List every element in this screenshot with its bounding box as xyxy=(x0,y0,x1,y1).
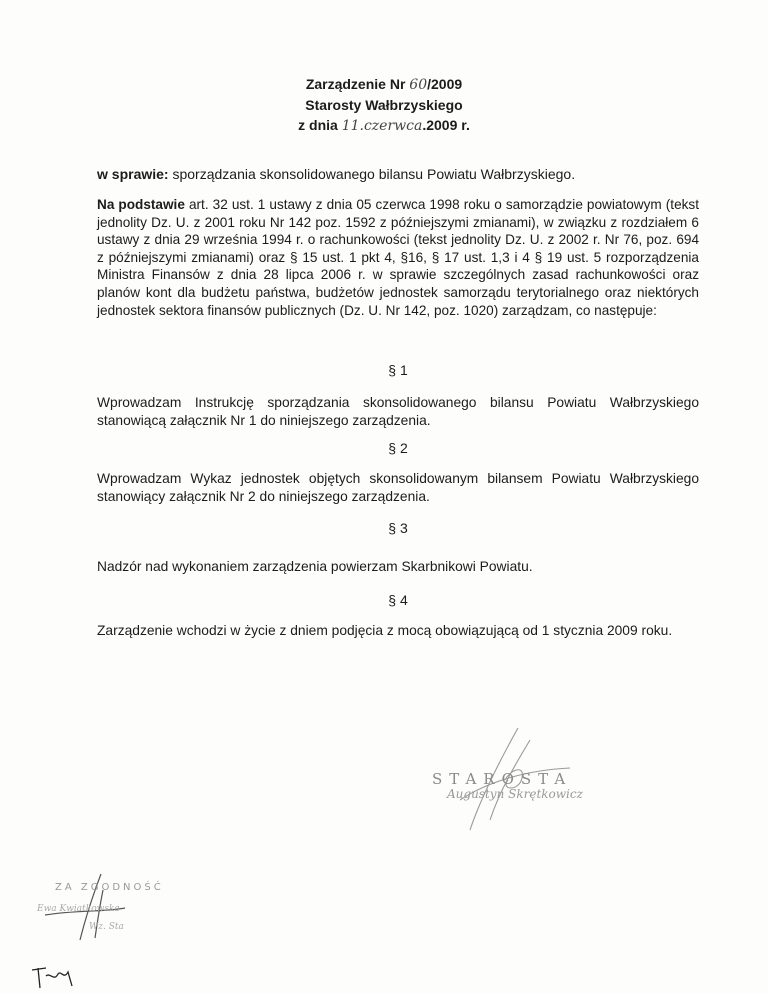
subject-label: w sprawie: xyxy=(97,166,169,182)
handwritten-initials xyxy=(28,962,78,992)
subject-line xyxy=(97,166,575,182)
section-mark-3: § 3 xyxy=(388,520,408,536)
issuer-line: Starosty Wałbrzyskiego xyxy=(305,97,463,113)
basis-text: art. 32 ust. 1 ustawy z dnia 05 czerwca 1998 roku o samorządzie powiatowym (tekst jednolity Dz. U. z 2001 roku Nr 142 poz. 1592 z późniejszymi zmianami), w związku z rozdziałem 6 ustawy z dnia 29 września 1994 r. o rachunkowości (tekst jednolity Dz. U. z 2002 r. Nr 76, poz. 694 z późniejszymi zmianami) oraz § 15 ust. 1 pkt 4, §16, § 17 ust. 1,3 i 4 § 19 ust. 5 rozporządzenia Ministra Finansów z dnia 28 lipca 2006 r. w sprawie szczególnych zasad rachunkowości oraz planów kont dla budżetu państwa, budżetów jednostek samorządu terytorialnego oraz niektórych jednostek sektora finansów publicznych (Dz. U. Nr 142, poz. 1020) zarządzam, co następuje: xyxy=(97,197,700,318)
certification-stamp-line1: ZA ZGODNOŚĆ xyxy=(55,882,164,893)
section-mark-4: § 4 xyxy=(388,592,408,608)
document-header xyxy=(0,74,768,136)
section-mark-2: § 2 xyxy=(388,440,408,456)
date-line: z dnia 11.czerwca.2009 r. xyxy=(298,117,470,134)
section-mark-1: § 1 xyxy=(388,362,408,378)
certification-stamp xyxy=(25,870,205,950)
section-text-4: Zarządzenie wchodzi w życie z dniem podjęcia z mocą obowiązującą od 1 stycznia 2009 roku. xyxy=(97,623,673,638)
section-text-1: Wprowadzam Instrukcję sporządzania skonsolidowanego bilansu Powiatu Wałbrzyskiego stanowiącą załącznik Nr 1 do niniejszego zarządzenia. xyxy=(97,395,699,428)
certification-stamp-line2: Ewa Kwiatkowska xyxy=(37,904,120,914)
starosta-stamp-name: Augustyn Skrętkowicz xyxy=(447,787,583,801)
starosta-stamp-title: STAROSTA xyxy=(432,770,573,788)
basis-label: Na podstawie xyxy=(97,197,185,212)
handwritten-date: 11.czerwca xyxy=(341,118,423,134)
section-text-3: Nadzór nad wykonaniem zarządzenia powierzam Skarbnikowi Powiatu. xyxy=(97,559,533,574)
section-text-2: Wprowadzam Wykaz jednostek objętych skonsolidowanym bilansem Powiatu Wałbrzyskiego stanowiący załącznik Nr 2 do niniejszego zarządzenia. xyxy=(97,471,699,504)
handwritten-number: 60 xyxy=(409,77,428,93)
certification-stamp-line3: Wz. Sta xyxy=(89,922,124,932)
ordinance-number-line: Zarządzenie Nr 60/2009 xyxy=(305,76,463,93)
subject-text: sporządzania skonsolidowanego bilansu Powiatu Wałbrzyskiego. xyxy=(172,166,576,182)
legal-basis-paragraph xyxy=(97,196,699,319)
